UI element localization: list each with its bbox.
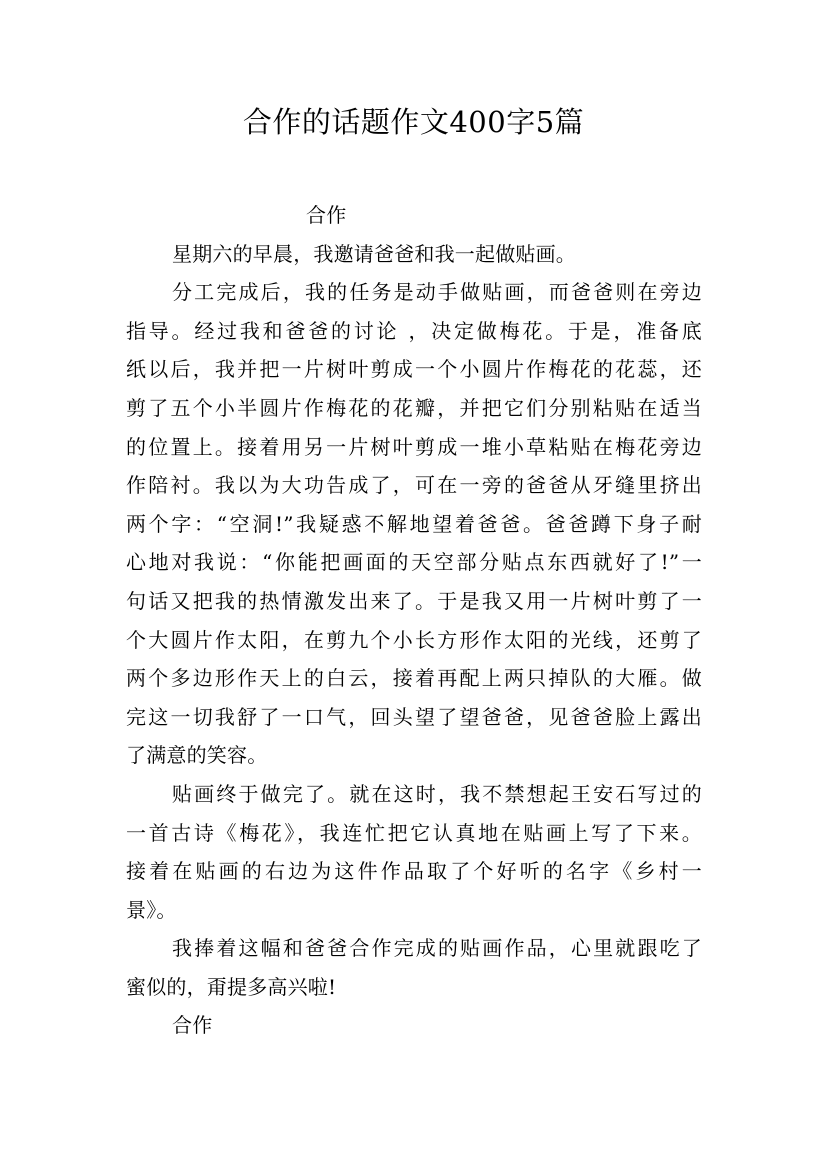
section-heading: 合作 xyxy=(306,203,347,227)
paragraph-line: 句话又把我的热情激发出来了。于是我又用一片树叶剪了一 xyxy=(126,588,702,613)
paragraph-line: 作陪衬。我以为大功告成了，可在一旁的爸爸从牙缝里挤出 xyxy=(126,473,702,498)
paragraph-line: 两个多边形作天上的白云，接着再配上两只掉队的大雁。做 xyxy=(126,666,702,691)
paragraph-line: 蜜似的，甭提多高兴啦! xyxy=(126,974,337,999)
paragraph-line: 星期六的早晨，我邀请爸爸和我一起做贴画。 xyxy=(172,241,576,266)
paragraph-line: 我捧着这幅和爸爸合作完成的贴画作品，心里就跟吃了 xyxy=(172,936,702,961)
paragraph-line: 个大圆片作太阳，在剪九个小长方形作太阳的光线，还剪了 xyxy=(126,627,702,652)
paragraph-line: 的位置上。接着用另一片树叶剪成一堆小草粘贴在梅花旁边 xyxy=(126,434,702,459)
paragraph-line: 贴画终于做完了。就在这时，我不禁想起王安石写过的 xyxy=(172,781,702,806)
paragraph-line: 一首古诗《梅花》，我连忙把它认真地在贴画上写了下来。 xyxy=(126,820,702,845)
document-title: 合作的话题作文400字5篇 xyxy=(242,105,585,139)
paragraph-line: 纸以后，我并把一片树叶剪成一个小圆片作梅花的花蕊，还 xyxy=(126,357,702,382)
paragraph-line: 心地对我说：“你能把画面的天空部分贴点东西就好了!”一 xyxy=(126,550,702,575)
paragraph-line: 完这一切我舒了一口气，回头望了望爸爸，见爸爸脸上露出 xyxy=(126,704,702,729)
paragraph-line: 指导。经过我和爸爸的讨论 ，决定做梅花。于是，准备底 xyxy=(126,318,702,343)
document-body xyxy=(126,196,702,1045)
paragraph-line: 剪了五个小半圆片作梅花的花瓣，并把它们分别粘贴在适当 xyxy=(126,395,702,420)
paragraph-line: 两个字：“空洞!”我疑惑不解地望着爸爸。爸爸蹲下身子耐 xyxy=(126,511,702,536)
section-heading: 合作 xyxy=(172,1013,213,1038)
paragraph-line: 接着在贴画的右边为这件作品取了个好听的名字《乡村一 xyxy=(126,859,702,884)
paragraph-line: 了满意的笑容。 xyxy=(126,743,268,768)
paragraph-line: 分工完成后，我的任务是动手做贴画，而爸爸则在旁边 xyxy=(172,280,702,305)
paragraph-line: 景》。 xyxy=(126,897,177,922)
